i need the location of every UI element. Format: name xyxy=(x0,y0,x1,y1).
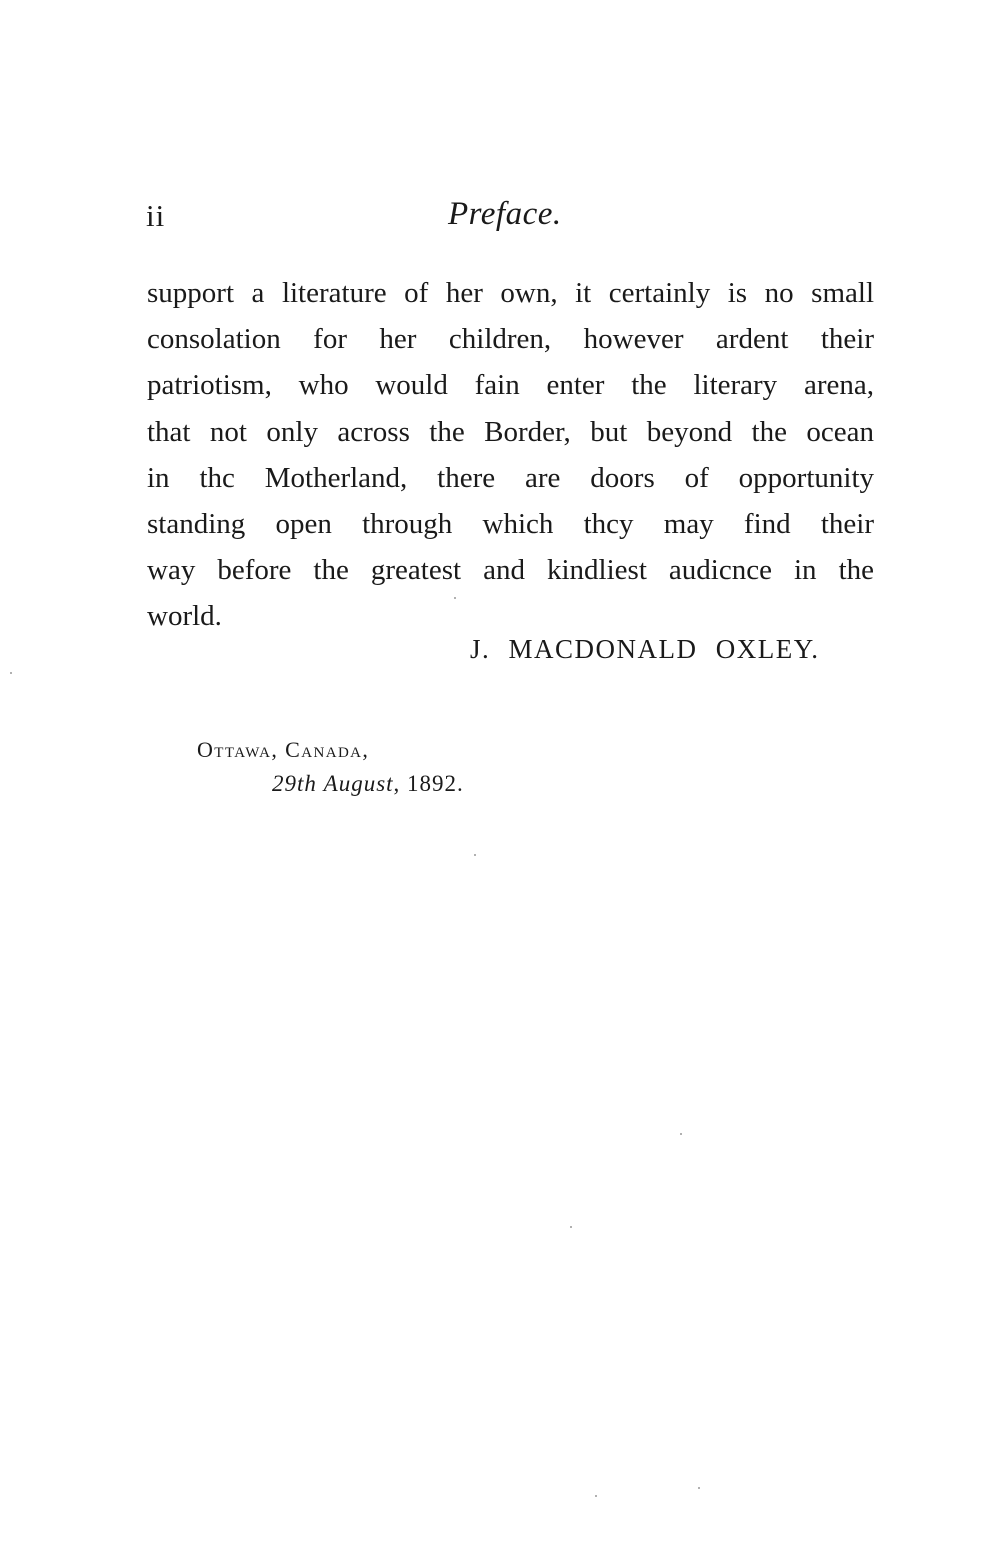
date-day: 29 xyxy=(272,771,297,796)
body-line: patriotism, who would fain enter the literary arena, xyxy=(147,369,874,402)
scan-speck xyxy=(570,1226,572,1228)
scan-speck xyxy=(595,1495,597,1497)
scan-speck xyxy=(10,672,12,674)
date-year: , 1892. xyxy=(393,771,464,796)
running-head: Preface. xyxy=(448,196,562,232)
body-line: support a literature of her own, it certainly is no small xyxy=(147,277,874,309)
preface-text-body xyxy=(147,270,874,640)
body-line: way before the greatest and kindliest audicnce in the xyxy=(147,554,874,587)
scan-speck xyxy=(680,1133,682,1135)
body-line: that not only across the Border, but beyond the ocean xyxy=(147,415,874,448)
page-number: ii xyxy=(146,198,166,233)
date-day-suffix: th xyxy=(297,771,317,796)
body-line: world. xyxy=(147,600,222,633)
body-line: in thc Motherland, there are doors of opportunity xyxy=(147,461,874,494)
place-line: Ottawa, Canada, xyxy=(197,737,370,762)
date-month: August xyxy=(323,771,394,796)
scan-speck xyxy=(454,597,456,599)
scan-speck xyxy=(698,1487,700,1489)
body-line: standing open through which thcy may find their xyxy=(147,507,874,540)
date-line xyxy=(272,771,464,797)
author-signature: J. MACDONALD OXLEY. xyxy=(470,634,820,664)
body-line: consolation for her children, however ardent their xyxy=(147,323,874,356)
scan-speck xyxy=(474,854,476,856)
